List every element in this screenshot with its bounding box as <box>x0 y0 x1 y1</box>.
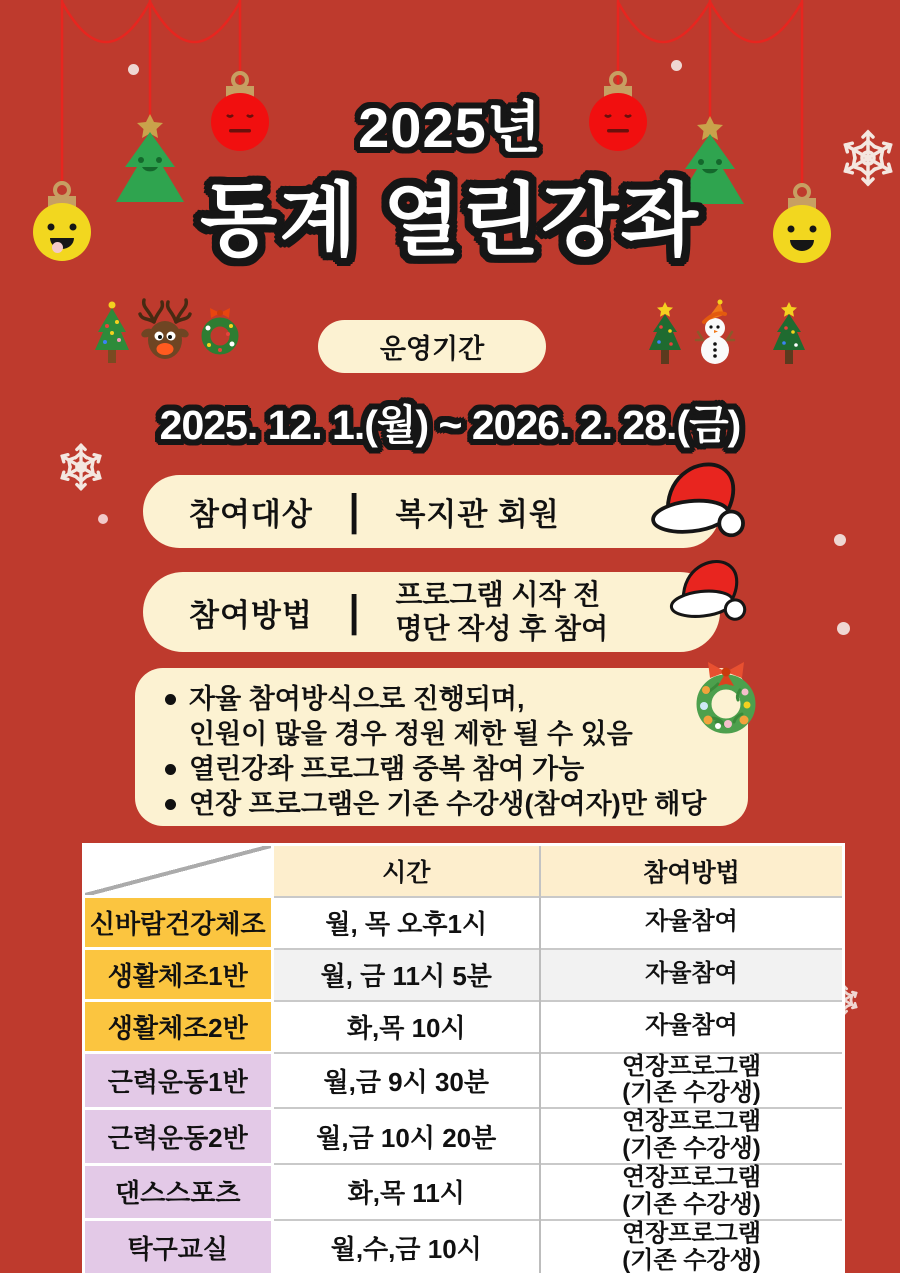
method-box <box>143 572 720 652</box>
santa-hat-icon <box>644 448 752 552</box>
method-value-line1: 프로그램 시작 전 <box>395 578 601 610</box>
method-value-line2: 명단 작성 후 참여 <box>395 613 609 644</box>
target-divider: | <box>348 486 360 536</box>
mini-tree-icon <box>649 302 681 364</box>
program-method: 자율참여 <box>540 1001 842 1053</box>
note-item <box>165 787 738 822</box>
note-text: 연장 프로그램은 기존 수강생(참여자)만 해당 <box>189 789 707 820</box>
reindeer-icon <box>140 300 190 359</box>
table-row <box>85 1220 842 1273</box>
program-time: 월, 금 11시 5분 <box>272 949 540 1001</box>
target-box <box>143 475 720 548</box>
snowman-icon <box>696 300 734 365</box>
program-method: 연장프로그램 (기존 수강생) <box>540 1053 842 1109</box>
program-method: 연장프로그램 (기존 수강생) <box>540 1164 842 1220</box>
table-row <box>85 1164 842 1220</box>
period-badge: 운영기간 <box>318 320 546 373</box>
note-text: 인원이 많을 경우 정원 제한 될 수 있음 <box>189 719 633 750</box>
program-time: 월,금 10시 20분 <box>272 1108 540 1164</box>
santa-hat-icon <box>664 548 752 633</box>
program-time: 월,수,금 10시 <box>272 1220 540 1273</box>
poster-year-title: 2025년 <box>358 96 542 159</box>
bullet-icon <box>165 764 176 775</box>
snow-dot <box>837 622 850 635</box>
table-row <box>85 1053 842 1109</box>
program-name: 생활체조2반 <box>85 1001 272 1053</box>
bullet-icon <box>165 799 176 810</box>
method-value <box>395 578 608 646</box>
note-text: 자율 참여방식으로 진행되며, <box>189 684 525 714</box>
program-name: 탁구교실 <box>85 1220 272 1273</box>
target-value: 복지관 회원 <box>395 497 560 532</box>
schedule-table <box>82 843 845 1273</box>
program-method: 연장프로그램 (기존 수강생) <box>540 1220 842 1273</box>
snow-dot <box>671 60 682 71</box>
program-time: 월,금 9시 30분 <box>272 1053 540 1109</box>
program-method: 연장프로그램 (기존 수강생) <box>540 1108 842 1164</box>
table-header-method: 참여방법 <box>540 846 842 897</box>
method-label: 참여방법 <box>189 597 313 633</box>
wreath-icon <box>688 658 764 738</box>
table-header-row <box>85 846 842 897</box>
program-time: 화,목 10시 <box>272 1001 540 1053</box>
note-text: 열린강좌 프로그램 중복 참여 가능 <box>189 754 585 785</box>
notes-box <box>135 668 748 826</box>
snow-dot <box>834 534 846 546</box>
table-row <box>85 1108 842 1164</box>
mini-tree-icon <box>773 302 805 364</box>
mini-tree-icon <box>95 302 129 364</box>
poster-main-title: 동계 열린강좌 <box>200 176 700 265</box>
program-time: 화,목 11시 <box>272 1164 540 1220</box>
note-item <box>165 682 738 752</box>
note-item <box>165 752 738 787</box>
program-name: 신바람건강체조 <box>85 897 272 949</box>
program-name: 생활체조1반 <box>85 949 272 1001</box>
table-row <box>85 1001 842 1053</box>
snow-dot <box>98 514 108 524</box>
bullet-icon <box>165 694 176 705</box>
program-name: 댄스스포츠 <box>85 1164 272 1220</box>
program-time: 월, 목 오후1시 <box>272 897 540 949</box>
mini-wreath-icon <box>206 308 235 352</box>
table-header-time: 시간 <box>272 846 540 897</box>
period-dates: 2025. 12. 1.(월) ~ 2026. 2. 28.(금) <box>159 402 741 448</box>
target-label: 참여대상 <box>189 497 313 532</box>
table-corner-cell <box>85 846 272 897</box>
program-name: 근력운동1반 <box>85 1053 272 1109</box>
snow-dot <box>128 64 139 75</box>
table-row <box>85 897 842 949</box>
table-row <box>85 949 842 1001</box>
program-method: 자율참여 <box>540 897 842 949</box>
program-name: 근력운동2반 <box>85 1108 272 1164</box>
program-method: 자율참여 <box>540 949 842 1001</box>
method-divider: | <box>348 587 360 636</box>
